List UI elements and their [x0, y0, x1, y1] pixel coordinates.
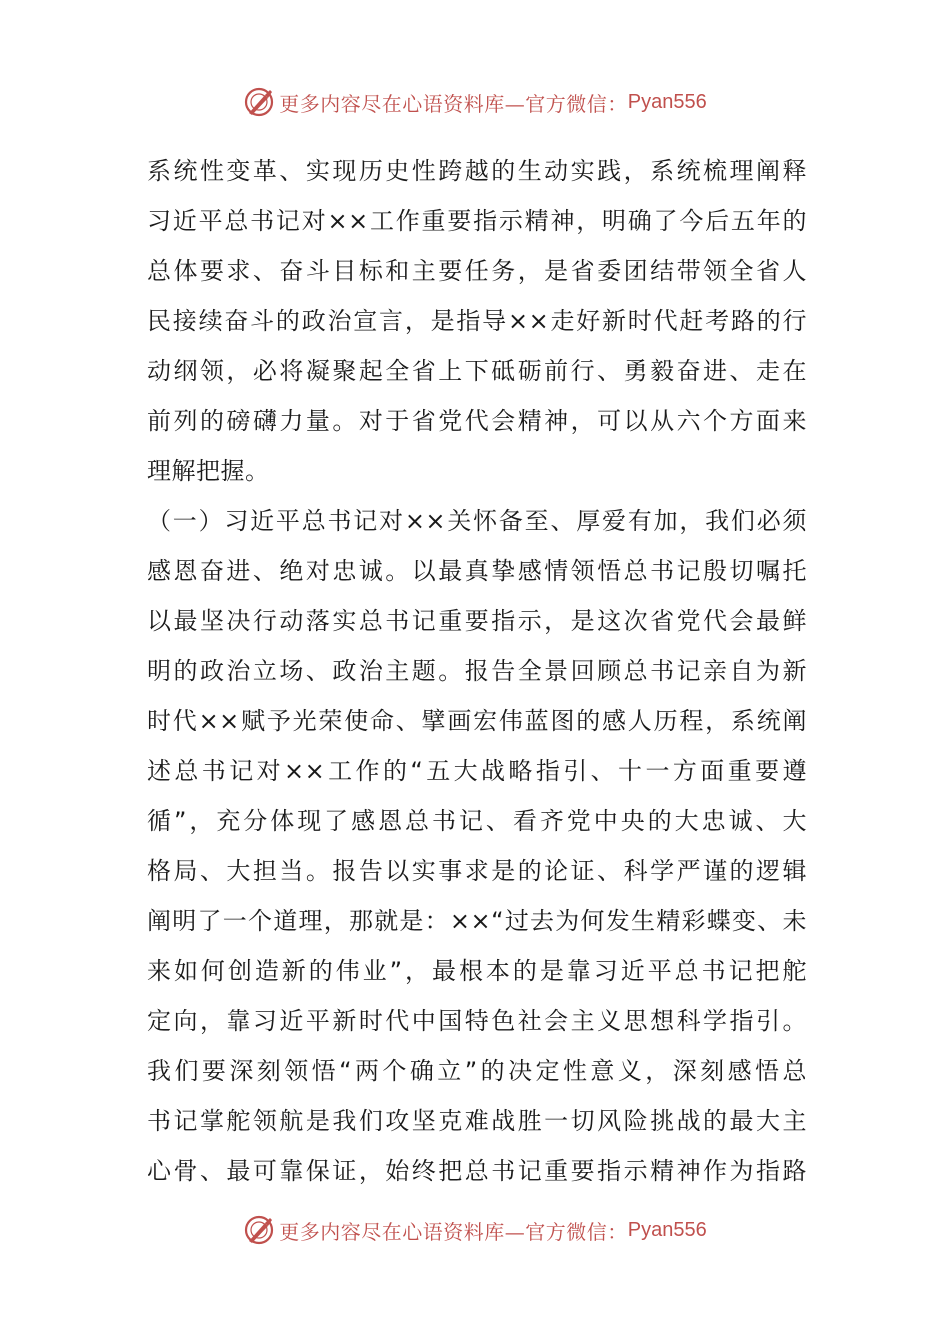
text-line-content: （一）习近平总书记对××关怀备至、厚爱有加，我们必须 — [147, 507, 807, 535]
text-line — [147, 296, 807, 346]
text-line-content: 我们要深刻领悟“两个确立”的决定性意义，深刻感悟总 — [147, 1057, 807, 1085]
text-line — [147, 846, 807, 896]
header-wechat-handle: Pyan556 — [627, 90, 707, 113]
text-line-content: 明的政治立场、政治主题。报告全景回顾总书记亲自为新 — [147, 657, 807, 685]
document-body — [147, 146, 807, 1196]
text-line-content: 民接续奋斗的政治宣言，是指导××走好新时代赶考路的行 — [147, 307, 807, 335]
text-line — [147, 496, 807, 546]
text-line-content: 格局、大担当。报告以实事求是的论证、科学严谨的逻辑 — [147, 857, 807, 885]
text-line — [147, 946, 807, 996]
text-line — [147, 996, 807, 1046]
pen-circle-logo-icon — [243, 1214, 275, 1246]
header-slogan: 更多内容尽在心语资料库—官方微信： — [279, 91, 628, 116]
text-line — [147, 196, 807, 246]
text-line-content: 动纲领，必将凝聚起全省上下砥砺前行、勇毅奋进、走在 — [147, 357, 807, 385]
text-line — [147, 696, 807, 746]
text-line-content: 时代××赋予光荣使命、擘画宏伟蓝图的感人历程，系统阐 — [147, 707, 807, 735]
text-line — [147, 596, 807, 646]
header-banner — [0, 82, 950, 122]
text-line-content: 书记掌舵领航是我们攻坚克难战胜一切风险挑战的最大主 — [147, 1107, 807, 1135]
text-line — [147, 1096, 807, 1146]
footer-banner — [0, 1210, 950, 1250]
text-line — [147, 896, 807, 946]
text-line — [147, 746, 807, 796]
text-line — [147, 446, 807, 496]
text-line — [147, 396, 807, 446]
text-line-content: 系统性变革、实现历史性跨越的生动实践，系统梳理阐释 — [147, 157, 807, 185]
footer-slogan: 更多内容尽在心语资料库—官方微信： — [279, 1219, 628, 1244]
text-line — [147, 146, 807, 196]
text-line-content: 理解把握。 — [147, 457, 270, 485]
text-line-content: 以最坚决行动落实总书记重要指示，是这次省党代会最鲜 — [147, 607, 807, 635]
text-line — [147, 646, 807, 696]
text-line — [147, 1146, 807, 1196]
text-line-content: 循”，充分体现了感恩总书记、看齐党中央的大忠诚、大 — [147, 807, 807, 835]
text-line-content: 述总书记对××工作的“五大战略指引、十一方面重要遵 — [147, 757, 807, 785]
text-line — [147, 546, 807, 596]
footer-wechat-handle: Pyan556 — [627, 1218, 707, 1241]
text-line — [147, 1046, 807, 1096]
text-line-content: 感恩奋进、绝对忠诚。以最真挚感情领悟总书记殷切嘱托 — [147, 557, 807, 585]
text-line — [147, 246, 807, 296]
text-line-content: 习近平总书记对××工作重要指示精神，明确了今后五年的 — [147, 207, 807, 235]
text-line — [147, 346, 807, 396]
text-line-content: 前列的磅礴力量。对于省党代会精神，可以从六个方面来 — [147, 407, 807, 435]
text-line — [147, 796, 807, 846]
text-line-content: 心骨、最可靠保证，始终把总书记重要指示精神作为指路 — [147, 1157, 807, 1185]
text-line-content: 来如何创造新的伟业”，最根本的是靠习近平总书记把舵 — [147, 957, 807, 985]
text-line-content: 总体要求、奋斗目标和主要任务，是省委团结带领全省人 — [147, 257, 807, 285]
text-line-content: 定向，靠习近平新时代中国特色社会主义思想科学指引。 — [147, 1007, 807, 1035]
pen-circle-logo-icon — [243, 86, 275, 118]
text-line-content: 阐明了一个道理，那就是：××“过去为何发生精彩蝶变、未 — [147, 907, 807, 935]
